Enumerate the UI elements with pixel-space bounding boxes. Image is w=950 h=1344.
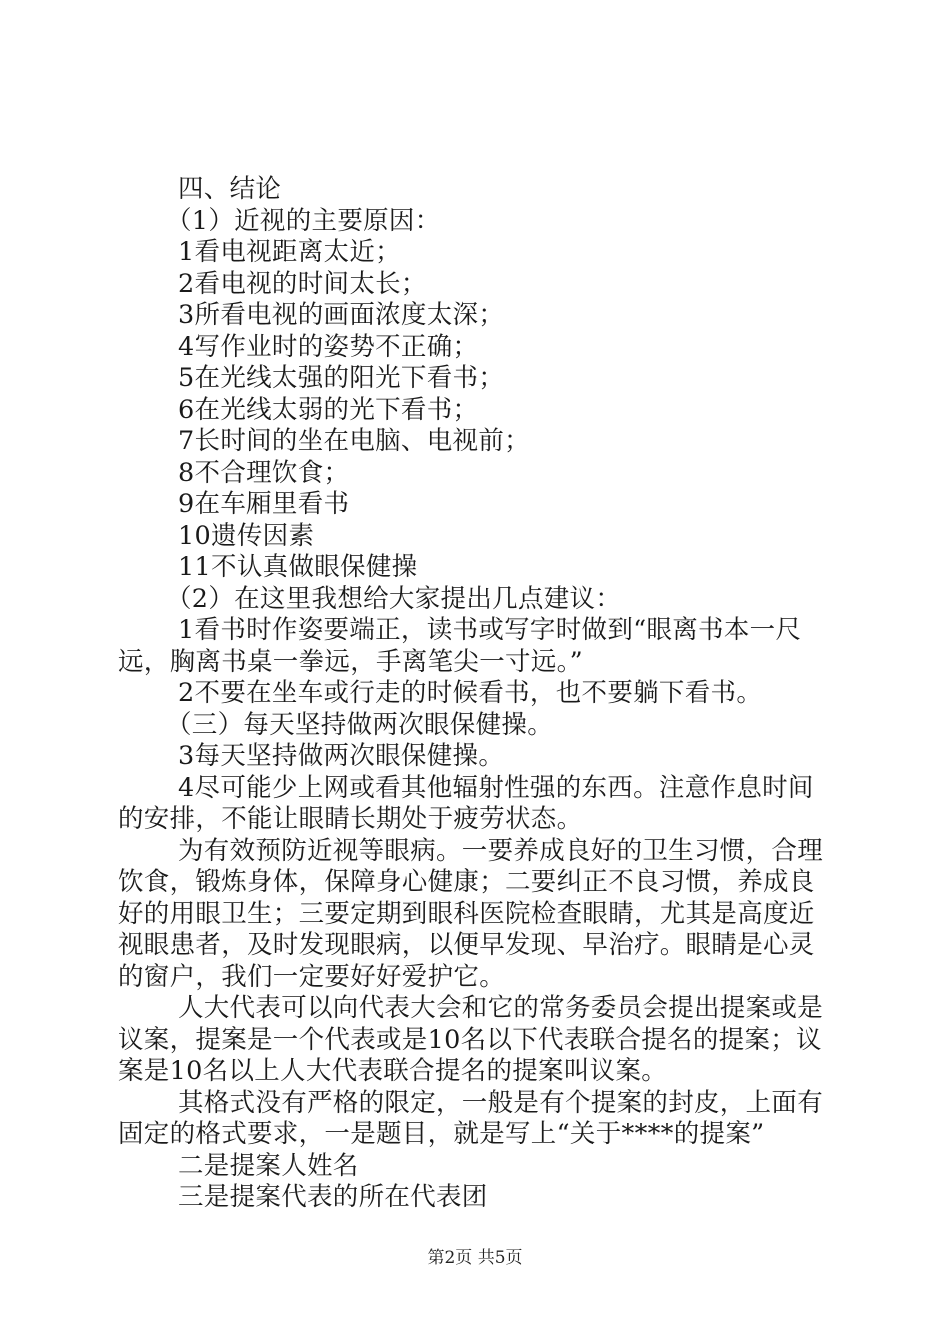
paragraph: 为有效预防近视等眼病。一要养成良好的卫生习惯，合理饮食，锻炼身体，保障身心健康；二要纠正不良习惯，养成良好的用眼卫生；三要定期到眼科医院检查眼睛，尤其是高度近视眼患者，及时发现眼病，以便早发现、早治疗。眼睛是心灵的窗户，我们一定要好好爱护它。 <box>118 835 824 992</box>
paragraph: 1看书时作姿要端正，读书或写字时做到“眼离书本一尺远，胸离书桌一拳远，手离笔尖一寸远。” <box>118 615 802 677</box>
paragraph: 人大代表可以向代表大会和它的常务委员会提出提案或是议案，提案是一个代表或是10名以下代表联合提名的提案；议案是10名以上人大代表联合提名的提案叫议案。 <box>118 993 824 1086</box>
paragraph: 三是提案代表的所在代表团 <box>178 1182 488 1212</box>
page-footer: 第2页 共5页 <box>427 1248 523 1268</box>
paragraph: 4尽可能少上网或看其他辐射性强的东西。注意作息时间的安排，不能让眼睛长期处于疲劳状态。 <box>118 772 814 834</box>
list-item: 11不认真做眼保健操 <box>178 552 418 582</box>
list-item: 9在车厢里看书 <box>178 489 350 519</box>
paragraph: 2不要在坐车或行走的时候看书，也不要躺下看书。 <box>178 678 763 708</box>
list-item: 5在光线太强的阳光下看书； <box>178 363 505 393</box>
paragraph: 3每天坚持做两次眼保健操。 <box>178 741 505 771</box>
list-item: 2看电视的时间太长； <box>178 268 427 299</box>
subheading-suggestions: （2）在这里我想给大家提出几点建议： <box>166 583 622 614</box>
list-item: 8不合理饮食； <box>178 457 350 488</box>
list-item: 4写作业时的姿势不正确； <box>178 331 479 362</box>
list-item: 1看电视距离太近； <box>178 237 401 267</box>
document-body <box>118 174 833 1214</box>
paragraph: （三）每天坚持做两次眼保健操。 <box>166 709 554 740</box>
paragraph: 其格式没有严格的限定，一般是有个提案的封皮，上面有固定的格式要求，一是题目，就是写上“关于****的提案” <box>118 1087 824 1149</box>
list-item: 6在光线太弱的光下看书； <box>178 394 479 425</box>
subheading-causes: （1）近视的主要原因： <box>166 205 441 236</box>
section-heading: 四、结论 <box>178 174 282 204</box>
list-item: 7长时间的坐在电脑、电视前； <box>178 426 530 456</box>
paragraph: 二是提案人姓名 <box>178 1150 359 1181</box>
list-item: 10遗传因素 <box>178 520 315 551</box>
list-item: 3所看电视的画面浓度太深； <box>178 300 505 330</box>
